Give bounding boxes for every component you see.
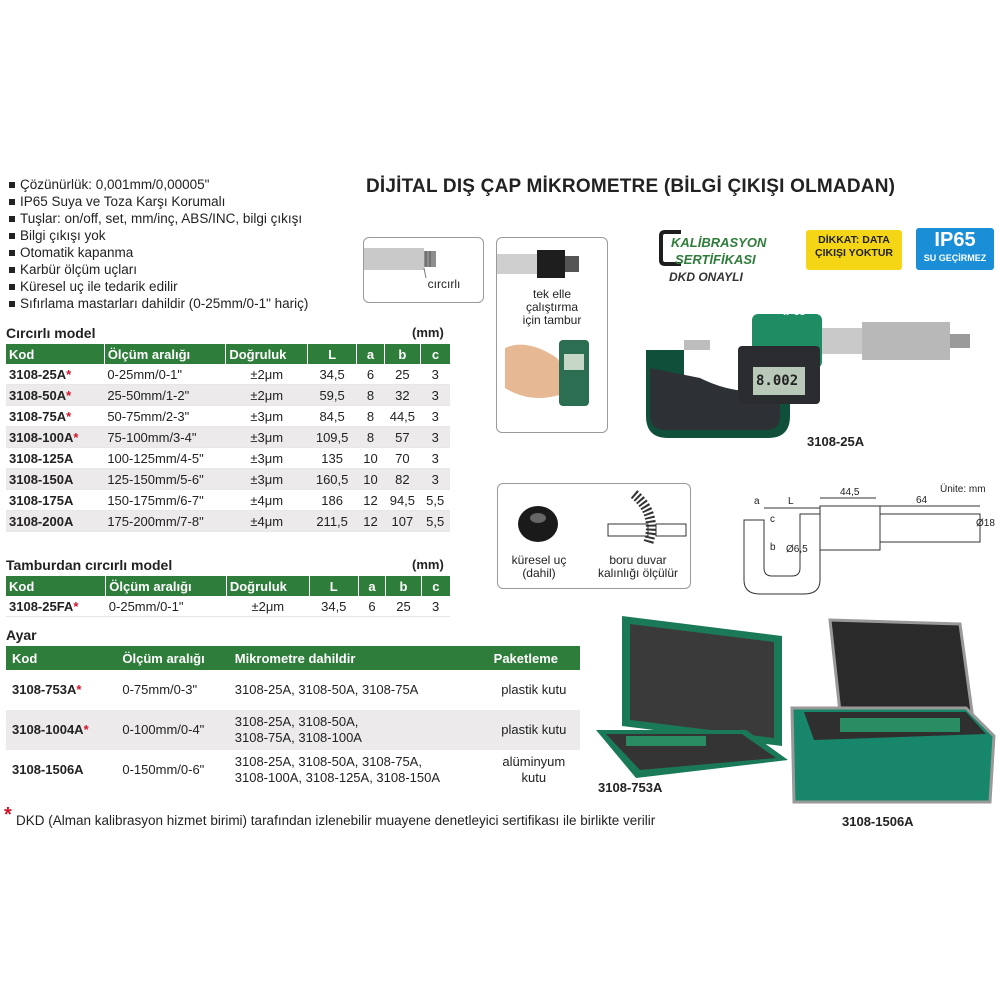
cell-c: 5,5 [420,490,450,511]
section-ratchet-unit: (mm) [412,325,444,340]
page-title: DİJİTAL DIŞ ÇAP MİKROMETRE (BİLGİ ÇIKIŞI OLMADAN) [366,176,896,197]
cell-c: 3 [420,406,450,427]
cell-b: 25 [384,364,420,385]
cell-b: 94,5 [384,490,420,511]
cell-range: 25-50mm/1-2" [104,385,226,406]
cell-range: 0-100mm/0-4" [116,710,228,750]
col-L: L [308,344,357,364]
cell-c: 3 [421,596,450,617]
pipe-caption [588,554,688,580]
kit-753-label: 3108-753A [598,780,663,795]
table-row [6,511,450,532]
cell-code [6,750,116,790]
dimension-drawing [740,484,998,600]
dim-44-5: 44,5 [840,487,860,498]
dkd-star-marker: * [66,366,72,382]
cell-packaging [488,710,580,750]
cell-range: 50-75mm/2-3" [104,406,226,427]
table-header-row [6,344,450,364]
packaging-line2: kutu [521,770,547,785]
cell-code [6,364,104,385]
no-data-output-badge [806,230,902,270]
cell-code [6,385,104,406]
cell-range: 0-25mm/0-1" [106,596,227,617]
included-line1: 3108-25A, 3108-50A, 3108-75A, [234,754,422,769]
dim-L: L [788,496,794,507]
cell-code [6,596,106,617]
thimble-caption-line2: çalıştırma [525,300,578,314]
footnote-star: * [4,804,12,826]
dim-c: c [770,514,775,525]
table-row [6,469,450,490]
cell-L: 109,5 [308,427,357,448]
kit-1506-image [790,616,996,806]
table-row [6,596,450,617]
col-c: c [421,576,450,596]
dkd-star-marker: * [66,408,72,424]
cell-L: 135 [308,448,357,469]
cell-accuracy: ±4μm [226,511,308,532]
table-header-row [6,576,450,596]
code-text: 3108-175A [9,492,74,508]
included-line1: 3108-25A, 3108-50A, 3108-75A [234,682,419,697]
dkd-star-marker: * [76,682,82,697]
cell-a: 6 [357,364,385,385]
product-photo-label: 3108-25A [807,434,865,449]
cell-code [6,448,104,469]
pipe-caption-line1: boru duvar [609,553,667,567]
cell-b: 44,5 [384,406,420,427]
cell-accuracy: ±3μm [226,406,308,427]
section-set-title: Ayar [6,627,37,643]
table-row [6,427,450,448]
feature-item: IP65 Suya ve Toza Karşı Korumalı [8,193,308,210]
cell-code [6,710,116,750]
cell-b: 25 [386,596,421,617]
cell-c: 3 [420,385,450,406]
ball-caption [504,554,574,580]
cell-included [229,710,488,750]
cell-L: 84,5 [308,406,357,427]
table-row [6,710,580,750]
cell-code [6,427,104,448]
thimble-image [497,238,607,432]
calibration-badge [657,228,792,286]
cell-accuracy: ±3μm [226,427,308,448]
cell-c: 3 [420,427,450,448]
table-row [6,364,450,385]
cell-accuracy: ±3μm [226,469,308,490]
cell-c: 5,5 [420,511,450,532]
included-line1: 3108-25A, 3108-50A, [234,714,359,729]
packaging-line1: plastik kutu [501,682,567,697]
device-ip65-label: IP65 [783,306,806,318]
cell-included [229,750,488,790]
dkd-star-marker: * [66,387,72,403]
cell-L: 34,5 [308,364,357,385]
dim-b: b [770,542,776,553]
dim-phi-6-5: Ø6,5 [786,544,808,555]
calibration-title-2: SERTİFİKASI [675,252,756,267]
cell-code [6,511,104,532]
kit-1506-label: 3108-1506A [842,814,914,829]
models-table [6,344,450,532]
cell-range: 0-25mm/0-1" [104,364,226,385]
packaging-line1: alüminyum [502,754,566,769]
cell-code [6,490,104,511]
col-packaging: Paketleme [488,646,580,670]
cell-a: 8 [357,385,385,406]
kit-753-image [596,610,792,780]
section-ratchet-title: Cırcırlı model [6,325,96,341]
cell-L: 160,5 [308,469,357,490]
code-text: 3108-125A [9,450,74,466]
cell-L: 211,5 [308,511,357,532]
included-line2: 3108-100A, 3108-125A, 3108-150A [234,770,441,785]
diagram-unit: Ünite: mm [940,484,986,495]
cell-c: 3 [420,469,450,490]
cell-b: 107 [384,511,420,532]
table-row [6,490,450,511]
code-text: 3108-25A [9,366,67,382]
col-range: Ölçüm aralığı [116,646,228,670]
table-row [6,670,580,710]
feature-item: Tuşlar: on/off, set, mm/inç, ABS/INC, bilgi çıkışı [8,210,308,227]
col-code: Kod [6,344,104,364]
col-code: Kod [6,646,116,670]
dkd-star-marker: * [83,722,89,737]
table-row [6,385,450,406]
cell-b: 70 [384,448,420,469]
calibration-title-1: KALİBRASYON [671,235,767,250]
col-accuracy: Doğruluk [226,576,309,596]
cell-a: 8 [357,406,385,427]
ball-caption-line1: küresel uç [511,553,567,567]
feature-item: Otomatik kapanma [8,244,308,261]
cell-c: 3 [420,364,450,385]
notice-line1: DİKKAT: DATA [818,234,890,246]
col-b: b [386,576,421,596]
feature-item: Çözünürlük: 0,001mm/0,00005" [8,176,308,193]
cell-range: 75-100mm/3-4" [104,427,226,448]
col-a: a [358,576,386,596]
col-accuracy: Doğruluk [226,344,308,364]
feature-list [8,176,308,312]
col-b: b [384,344,420,364]
ratchet-image [364,238,483,302]
dim-64: 64 [916,495,928,506]
code-text: 3108-25FA [9,598,74,614]
cell-range: 0-150mm/0-6" [122,762,205,777]
ratchet-models-table [6,576,450,617]
code-text: 3108-753A [12,682,77,697]
cell-range: 125-150mm/5-6" [104,469,226,490]
cell-accuracy: ±2μm [226,364,308,385]
thimble-caption-line3: için tambur [522,313,582,327]
cell-a: 10 [357,469,385,490]
cell-L: 34,5 [309,596,358,617]
cell-b: 57 [384,427,420,448]
section-thimble-unit: (mm) [412,557,444,572]
code-text: 3108-50A [9,387,67,403]
col-range: Ölçüm aralığı [104,344,226,364]
micrometer-photo [640,298,998,448]
col-L: L [309,576,358,596]
code-text: 3108-1506A [12,762,84,777]
cell-included [229,670,488,710]
accessory-inset [497,483,691,589]
device-display: 8.002 [756,373,799,389]
cell-packaging [488,750,580,790]
cell-accuracy: ±2μm [226,596,309,617]
dim-a: a [754,496,760,507]
cell-range: 150-175mm/6-7" [104,490,226,511]
cell-code [6,670,116,710]
table-row [6,750,580,790]
code-text: 3108-1004A [12,722,84,737]
cell-range: 0-75mm/0-3" [122,682,198,697]
cell-range: 100-125mm/4-5" [104,448,226,469]
thimble-inset [496,237,608,433]
dkd-star-marker: * [73,598,79,614]
section-thimble-title: Tamburdan cırcırlı model [6,557,173,573]
cell-code [6,406,104,427]
cell-b: 82 [384,469,420,490]
col-code: Kod [6,576,106,596]
set-table [6,646,580,790]
feature-item: Sıfırlama mastarları dahildir (0-25mm/0-1" hariç) [8,295,308,312]
cell-packaging [488,670,580,710]
cell-range: 175-200mm/7-8" [104,511,226,532]
cell-a: 10 [357,448,385,469]
dim-phi-18: Ø18 [976,518,995,529]
col-included: Mikrometre dahildir [229,646,488,670]
notice-line2: ÇIKIŞI YOKTUR [815,247,893,259]
thimble-caption-line1: tek elle [532,287,572,301]
cell-accuracy: ±2μm [226,385,308,406]
ip65-badge [916,228,994,270]
feature-item: Bilgi çıkışı yok [8,227,308,244]
cell-b: 32 [384,385,420,406]
cell-c: 3 [420,448,450,469]
cell-code [6,469,104,490]
cell-a: 6 [358,596,386,617]
dkd-star-marker: * [73,429,79,445]
kit-1506-photo [790,616,996,830]
included-line2: 3108-75A, 3108-100A [234,730,362,745]
table-row [6,448,450,469]
cell-L: 59,5 [308,385,357,406]
ratchet-inset [363,237,484,303]
cell-a: 12 [357,490,385,511]
footnote-text: DKD (Alman kalibrasyon hizmet birimi) tarafından izlenebilir muayene denetleyici sertifikası ile birlikte verilir [16,813,656,828]
pipe-caption-line2: kalınlığı ölçülür [597,566,679,580]
calibration-subtitle: DKD ONAYLI [669,270,743,284]
ip65-subtext: SU GEÇİRMEZ [923,253,987,263]
table-header-row [6,646,580,670]
col-c: c [420,344,450,364]
cell-accuracy: ±4μm [226,490,308,511]
ratchet-caption: cırcırlı [427,277,461,291]
ip65-text: IP65 [934,229,976,251]
feature-item: Küresel uç ile tedarik edilir [8,278,308,295]
table-row [6,406,450,427]
packaging-line1: plastik kutu [501,722,567,737]
cell-a: 8 [357,427,385,448]
cell-L: 186 [308,490,357,511]
cell-accuracy: ±3μm [226,448,308,469]
dimension-diagram [740,484,998,600]
col-range: Ölçüm aralığı [106,576,227,596]
cell-a: 12 [357,511,385,532]
feature-item: Karbür ölçüm uçları [8,261,308,278]
micrometer-image [640,298,998,448]
code-text: 3108-150A [9,471,74,487]
code-text: 3108-200A [9,513,74,529]
ball-caption-line2: (dahil) [522,566,556,580]
code-text: 3108-75A [9,408,67,424]
kit-753-photo [596,610,792,806]
code-text: 3108-100A [9,429,74,445]
thimble-caption [507,288,597,327]
col-a: a [357,344,385,364]
